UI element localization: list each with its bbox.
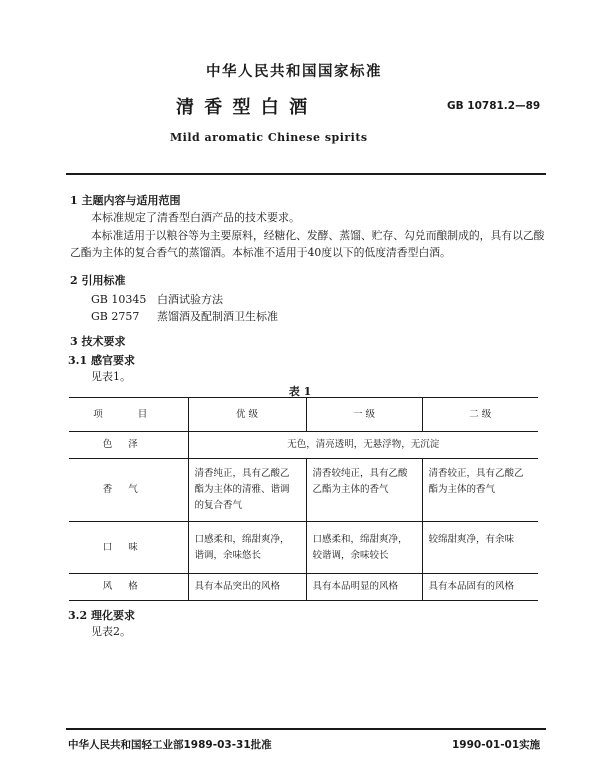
aroma-premium [188, 459, 306, 522]
approval-note: 中华人民共和国轻工业部1989-03-31批准 [68, 739, 272, 751]
table-header-item: 项 目 [69, 398, 188, 432]
table-row-taste [69, 522, 538, 574]
aroma-grade-1 [306, 459, 422, 522]
aroma-grade-2-line: 清香较正，具有乙酸乙 [428, 468, 524, 479]
style-grade-2: 具有本品固有的风格 [422, 574, 538, 601]
section-3-heading: 3 技术要求 [70, 335, 126, 348]
table-row-aroma [69, 459, 538, 522]
table-header-grade-2: 二 级 [422, 398, 538, 432]
reference-code-1: GB 10345 [91, 293, 147, 306]
standard-title-en: Mild aromatic Chinese spirits [170, 131, 368, 144]
section-1-paragraph-1: 本标准规定了清香型白酒产品的技术要求。 [91, 211, 300, 224]
table-1-caption: 表 1 [288, 385, 312, 398]
taste-grade-2 [422, 522, 538, 574]
aroma-grade-1-line: 清香较纯正，具有乙酸 [312, 468, 408, 479]
section-3-1-heading: 3.1 感官要求 [68, 354, 135, 367]
standard-title-cn: 清 香 型 白 酒 [176, 97, 310, 118]
section-1-heading: 1 主题内容与适用范围 [70, 194, 181, 207]
aroma-grade-2-line: 酯为主体的香气 [428, 484, 496, 495]
effective-date: 1990-01-01实施 [452, 739, 541, 751]
section-2-heading: 2 引用标准 [70, 274, 126, 287]
table-row-style [69, 574, 538, 601]
section-3-1-text: 见表1。 [91, 370, 131, 383]
row-label-color: 色泽 [69, 432, 188, 459]
row-label-aroma: 香气 [69, 459, 188, 522]
table-1 [69, 397, 538, 601]
reference-title-1: 白酒试验方法 [157, 293, 223, 306]
taste-grade-2-line: 较绵甜爽净，有余味 [428, 533, 515, 545]
taste-premium-line: 口感柔和，绵甜爽净， [194, 533, 290, 545]
section-1-paragraph-2b: 乙酯为主体的复合香气的蒸馏酒。本标准不适用于40度以下的低度清香型白酒。 [70, 246, 451, 259]
aroma-grade-2 [422, 459, 538, 522]
table-header-premium: 优 级 [188, 398, 306, 432]
style-premium: 具有本品突出的风格 [188, 574, 306, 601]
aroma-grade-1-line: 乙酯为主体的香气 [312, 484, 389, 495]
taste-premium-line: 谐调，余味悠长 [194, 549, 262, 561]
header-rule [66, 173, 546, 175]
table-header-row [69, 398, 538, 432]
row-label-taste: 口味 [69, 522, 188, 574]
standard-number: GB 10781.2—89 [447, 100, 541, 112]
aroma-premium-line: 清香纯正，具有乙酸乙 [194, 468, 290, 479]
issuer-title: 中华人民共和国国家标准 [206, 64, 382, 80]
row-label-style: 风格 [69, 574, 188, 601]
taste-premium [188, 522, 306, 574]
taste-grade-1 [306, 522, 422, 574]
style-grade-1: 具有本品明显的风格 [306, 574, 422, 601]
section-1-paragraph-2a: 本标准适用于以粮谷等为主要原料，经糖化、发酵、蒸馏、贮存、勾兑而酿制成的，具有以乙酸 [91, 229, 545, 242]
footer-rule [66, 728, 546, 730]
section-3-2-heading: 3.2 理化要求 [68, 609, 135, 622]
reference-code-2: GB 2757 [91, 310, 140, 323]
reference-title-2: 蒸馏酒及配制酒卫生标准 [157, 310, 278, 323]
aroma-premium-line: 酯为主体的清雅、谐调 [194, 484, 290, 495]
table-row-color [69, 432, 538, 459]
taste-grade-1-line: 口感柔和，绵甜爽净， [312, 533, 408, 545]
taste-grade-1-line: 较谐调，余味较长 [312, 549, 389, 561]
color-requirement: 无色，清亮透明，无悬浮物，无沉淀 [188, 432, 538, 459]
aroma-premium-line: 的复合香气 [194, 500, 243, 511]
section-3-2-text: 见表2。 [91, 625, 131, 638]
table-header-grade-1: 一 级 [306, 398, 422, 432]
